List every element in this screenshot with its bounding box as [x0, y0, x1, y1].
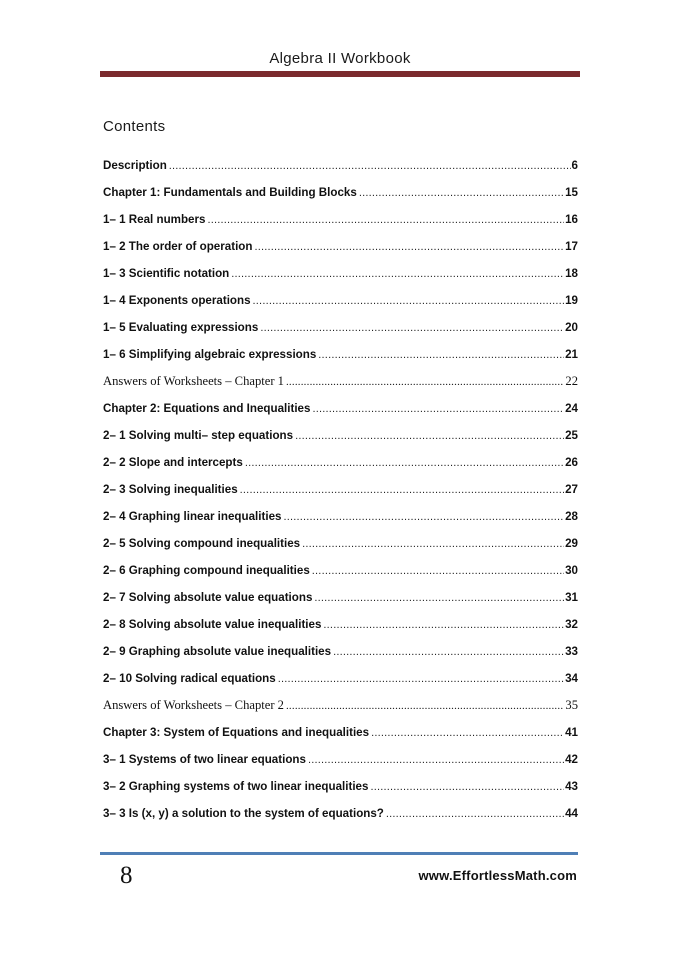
toc-entry-label: 2– 6 Graphing compound inequalities — [103, 564, 310, 577]
toc-entry-page: 43 — [565, 780, 578, 793]
toc-dot-leader — [314, 585, 564, 611]
toc-dot-leader — [386, 801, 564, 827]
toc-dot-leader — [253, 288, 565, 314]
page-number: 8 — [120, 862, 133, 889]
toc-entry-page: 28 — [565, 510, 578, 523]
toc-entry-label: 1– 3 Scientific notation — [103, 267, 230, 280]
toc-entry-label: Chapter 2: Equations and Inequalities — [103, 402, 311, 415]
toc-entry-label: 1– 6 Simplifying algebraic expressions — [103, 348, 317, 361]
toc-entry-page: 34 — [565, 672, 578, 685]
toc-entry[interactable] — [103, 584, 578, 611]
toc-entry[interactable] — [103, 368, 578, 395]
toc-entry[interactable] — [103, 314, 578, 341]
toc-entry-page: 35 — [565, 698, 578, 712]
toc-entry[interactable] — [103, 449, 578, 476]
toc-entry[interactable] — [103, 611, 578, 638]
header-rule — [100, 71, 580, 77]
toc-entry[interactable] — [103, 206, 578, 233]
toc-dot-leader — [283, 504, 564, 530]
toc-entry-label: 3– 3 Is (x, y) a solution to the system of equations? — [103, 807, 384, 820]
toc-entry-label: Chapter 3: System of Equations and inequalities — [103, 726, 370, 739]
toc-entry[interactable] — [103, 530, 578, 557]
toc-entry[interactable] — [103, 395, 578, 422]
contents-heading: Contents — [103, 118, 166, 135]
header-title: Algebra II Workbook — [269, 50, 411, 67]
toc-entry-page: 20 — [565, 321, 578, 334]
toc-entry-label: 2– 3 Solving inequalities — [103, 483, 238, 496]
toc-entry-label: 2– 4 Graphing linear inequalities — [103, 510, 282, 523]
toc-entry-label: Chapter 1: Fundamentals and Building Blocks — [103, 186, 357, 199]
toc-dot-leader — [318, 342, 564, 368]
table-of-contents — [103, 152, 578, 827]
toc-entry-page: 15 — [565, 186, 578, 199]
toc-entry-page: 21 — [565, 348, 578, 361]
toc-entry[interactable] — [103, 476, 578, 503]
toc-entry-label: 2– 10 Solving radical equations — [103, 672, 276, 685]
toc-dot-leader — [308, 747, 564, 773]
toc-entry-label: 1– 4 Exponents operations — [103, 294, 251, 307]
toc-entry[interactable] — [103, 719, 578, 746]
website-url[interactable]: www.EffortlessMath.com — [418, 868, 577, 883]
toc-entry-label: 2– 5 Solving compound inequalities — [103, 537, 301, 550]
toc-entry-page: 33 — [565, 645, 578, 658]
toc-entry-label: 3– 1 Systems of two linear equations — [103, 753, 306, 766]
toc-entry-label: 2– 7 Solving absolute value equations — [103, 591, 313, 604]
toc-dot-leader — [371, 720, 564, 746]
toc-entry[interactable] — [103, 341, 578, 368]
toc-dot-leader — [254, 234, 564, 260]
toc-entry-label: 2– 1 Solving multi– step equations — [103, 429, 294, 442]
toc-entry-page: 6 — [571, 159, 578, 172]
toc-dot-leader — [323, 612, 564, 638]
toc-entry-page: 22 — [565, 374, 578, 388]
toc-entry-page: 24 — [565, 402, 578, 415]
toc-entry-label: 1– 1 Real numbers — [103, 213, 206, 226]
toc-dot-leader — [286, 369, 564, 395]
toc-dot-leader — [312, 396, 564, 422]
toc-entry-label: 1– 5 Evaluating expressions — [103, 321, 259, 334]
toc-entry-page: 44 — [565, 807, 578, 820]
toc-entry[interactable] — [103, 800, 578, 827]
toc-entry-label: 2– 2 Slope and intercepts — [103, 456, 243, 469]
toc-entry-page: 27 — [565, 483, 578, 496]
toc-entry-page: 41 — [565, 726, 578, 739]
toc-entry-label: Answers of Worksheets – Chapter 1 — [103, 374, 284, 388]
toc-dot-leader — [359, 180, 564, 206]
toc-entry-page: 42 — [565, 753, 578, 766]
toc-dot-leader — [295, 423, 564, 449]
toc-entry[interactable] — [103, 773, 578, 800]
toc-entry-page: 26 — [565, 456, 578, 469]
toc-entry-page: 17 — [565, 240, 578, 253]
toc-dot-leader — [207, 207, 564, 233]
toc-entry[interactable] — [103, 152, 578, 179]
toc-dot-leader — [302, 531, 564, 557]
toc-entry-label: Answers of Worksheets – Chapter 2 — [103, 698, 284, 712]
toc-entry-page: 18 — [565, 267, 578, 280]
toc-entry[interactable] — [103, 746, 578, 773]
toc-dot-leader — [333, 639, 564, 665]
toc-dot-leader — [245, 450, 564, 476]
toc-entry[interactable] — [103, 638, 578, 665]
toc-entry-page: 32 — [565, 618, 578, 631]
toc-dot-leader — [240, 477, 564, 503]
footer-rule — [100, 852, 578, 855]
toc-entry[interactable] — [103, 179, 578, 206]
toc-dot-leader — [286, 693, 564, 719]
toc-entry[interactable] — [103, 665, 578, 692]
toc-entry-page: 25 — [565, 429, 578, 442]
toc-entry[interactable] — [103, 287, 578, 314]
toc-entry-label: Description — [103, 159, 167, 172]
toc-entry[interactable] — [103, 233, 578, 260]
toc-entry-label: 1– 2 The order of operation — [103, 240, 253, 253]
toc-dot-leader — [278, 666, 564, 692]
toc-entry-page: 29 — [565, 537, 578, 550]
toc-entry-label: 2– 9 Graphing absolute value inequalities — [103, 645, 332, 658]
toc-entry-label: 3– 2 Graphing systems of two linear inequalities — [103, 780, 369, 793]
toc-entry-label: 2– 8 Solving absolute value inequalities — [103, 618, 322, 631]
toc-entry-page: 16 — [565, 213, 578, 226]
toc-dot-leader — [370, 774, 564, 800]
toc-dot-leader — [231, 261, 564, 287]
toc-entry[interactable] — [103, 692, 578, 719]
toc-dot-leader — [169, 153, 571, 179]
toc-entry[interactable] — [103, 503, 578, 530]
toc-entry[interactable] — [103, 422, 578, 449]
toc-entry[interactable] — [103, 557, 578, 584]
toc-entry-page: 30 — [565, 564, 578, 577]
toc-entry[interactable] — [103, 260, 578, 287]
toc-entry-page: 31 — [565, 591, 578, 604]
toc-dot-leader — [312, 558, 564, 584]
toc-dot-leader — [260, 315, 564, 341]
toc-entry-page: 19 — [565, 294, 578, 307]
